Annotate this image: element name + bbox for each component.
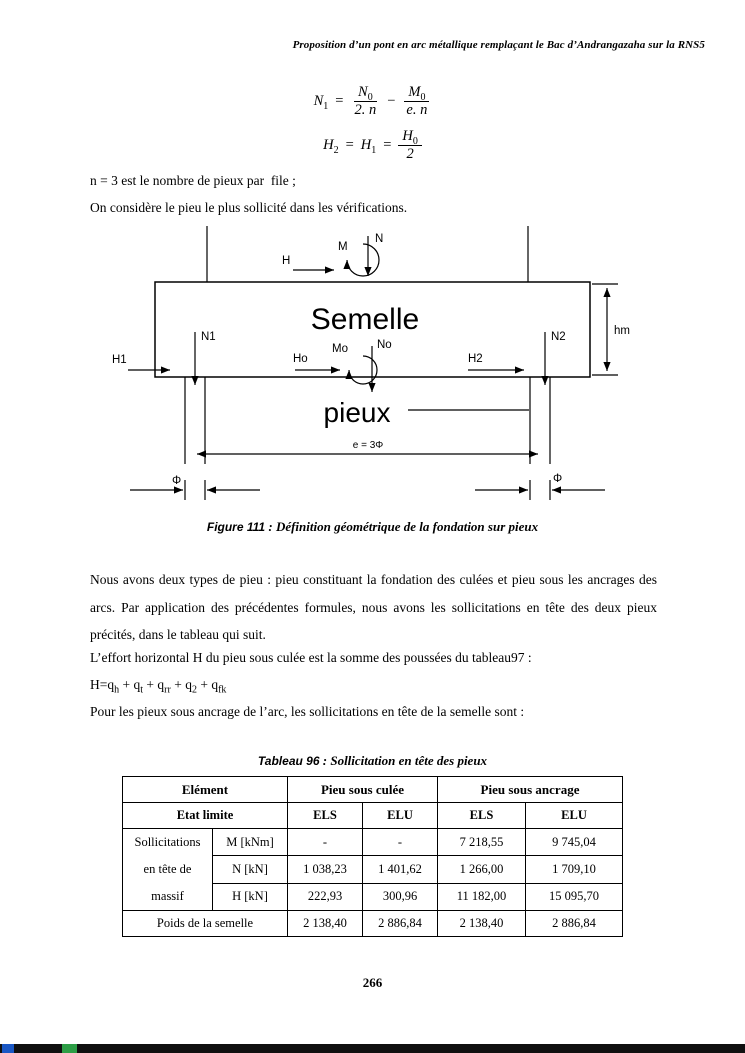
term-sub: h — [114, 684, 120, 696]
group-line: en tête de — [143, 862, 192, 876]
phi-left-label: Φ — [172, 475, 182, 487]
var: N — [358, 84, 368, 100]
var: M — [408, 84, 421, 100]
m-moment-arc — [347, 244, 379, 276]
term: H=q — [90, 677, 115, 692]
header-etat-limite: Etat limite — [123, 803, 288, 829]
n-load-label: N — [375, 233, 384, 245]
text-line-pour: Pour les pieux sous ancrage de l’arc, les sollicitations en tête de la semelle sont : — [90, 704, 525, 719]
var-sub: 0 — [367, 91, 373, 103]
var-sub: 0 — [412, 135, 418, 147]
figure-caption-text: : Définition géométrique de la fondation sur pieux — [265, 519, 539, 534]
var-sub: 1 — [371, 145, 377, 156]
row-label-h: H [kN] — [213, 883, 288, 910]
h0-label: Ho — [293, 353, 308, 365]
table-row-poids — [123, 911, 623, 937]
row-label-poids: Poids de la semelle — [123, 911, 288, 937]
text-line-n3: n = 3 est le nombre de pieux par file ; — [90, 173, 296, 188]
table-cell: 2 886,84 — [526, 911, 623, 937]
hm-label: hm — [614, 325, 630, 337]
term: + q — [143, 677, 165, 692]
figure-caption — [0, 519, 745, 535]
table-cell: 9 745,04 — [526, 829, 623, 856]
table-cell: 7 218,55 — [438, 829, 526, 856]
row-label-n: N [kN] — [213, 856, 288, 883]
table-header-row-2 — [123, 803, 623, 829]
fraction-m0-en — [402, 84, 431, 119]
table-caption-text: : Sollicitation en tête des pieux — [319, 753, 488, 768]
e-dim-label: e = 3Φ — [352, 440, 384, 451]
formula-lhs — [314, 93, 329, 110]
term-sub: t — [140, 684, 144, 696]
header-pieu-culee: Pieu sous culée — [288, 777, 438, 803]
row-label-m: M [kNm] — [213, 829, 288, 856]
table-cell: 2 886,84 — [363, 911, 438, 937]
formula-lhs — [323, 137, 338, 154]
h-load-label: H — [282, 255, 291, 267]
page-number: 266 — [362, 975, 383, 990]
formula-mid — [361, 137, 376, 154]
running-header: Proposition d’un pont en arc métallique remplaçant le Bac d’Andrangazaha sur la RNS5 — [292, 39, 705, 51]
formula-h2 — [0, 128, 745, 163]
sollicitation-table — [122, 776, 623, 937]
table-cell: 1 038,23 — [288, 856, 363, 883]
table-caption-label: Tableau 96 — [257, 754, 320, 768]
var-sub: 0 — [420, 91, 426, 103]
taskbar-icon[interactable] — [62, 1044, 77, 1053]
foundation-diagram — [110, 224, 650, 512]
n1-label: N1 — [201, 331, 216, 343]
table-caption — [0, 753, 745, 769]
group-line: massif — [151, 889, 184, 903]
var-sub: 2 — [333, 145, 339, 156]
header-pieu-ancrage: Pieu sous ancrage — [438, 777, 623, 803]
text-line-consider: On considère le pieu le plus sollicité dans les vérifications. — [90, 200, 408, 215]
header-els-ancrage: ELS — [438, 803, 526, 829]
text-line-effort: L’effort horizontal H du pieu sous culée est la somme des poussées du tableau97 : — [90, 650, 532, 665]
h1-label: H1 — [112, 354, 127, 366]
m0-moment-arc — [349, 356, 377, 384]
group-line: Sollicitations — [134, 835, 201, 849]
equals-sign: = — [383, 137, 392, 154]
n2-label: N2 — [551, 331, 566, 343]
table-cell: 1 401,62 — [363, 856, 438, 883]
table-cell: 1 266,00 — [438, 856, 526, 883]
table-cell: 11 182,00 — [438, 883, 526, 910]
header-elu-culee: ELU — [363, 803, 438, 829]
denominator: 2 — [406, 146, 414, 163]
equals-sign: = — [345, 137, 354, 154]
table-cell: - — [288, 829, 363, 856]
semelle-label: Semelle — [310, 303, 420, 336]
var: H — [402, 128, 413, 144]
table-cell: - — [363, 829, 438, 856]
term: + q — [170, 677, 192, 692]
pieux-label: pieux — [323, 397, 391, 428]
table-cell: 222,93 — [288, 883, 363, 910]
n0-label: No — [377, 339, 392, 351]
h2-label: H2 — [468, 353, 483, 365]
denominator: e. n — [406, 102, 428, 119]
h-sum-formula — [90, 677, 227, 696]
term-sub: fk — [218, 684, 227, 696]
taskbar — [0, 1044, 745, 1053]
term-sub: rr — [164, 684, 171, 696]
header-elu-ancrage: ELU — [526, 803, 623, 829]
table-cell: 2 138,40 — [438, 911, 526, 937]
phi-right-dimension — [475, 480, 605, 500]
fraction-h0-2 — [398, 128, 421, 163]
term: + q — [196, 677, 219, 692]
body-paragraph: Nous avons deux types de pieu : pieu constituant la fondation des culées et pieu sous les ancrages des arcs. Par application des précédentes formules, nous avons les sollicitations en tête des deux pieux précités, dans le tableau qui suit. — [90, 572, 657, 642]
taskbar-icon[interactable] — [2, 1044, 14, 1053]
phi-right-label: Φ — [553, 473, 563, 485]
table-cell: 300,96 — [363, 883, 438, 910]
figure-caption-label: Figure 111 — [206, 520, 266, 534]
denominator: 2. n — [354, 102, 377, 119]
m-load-label: M — [338, 241, 348, 253]
table-header-row-1 — [123, 777, 623, 803]
table-cell: 15 095,70 — [526, 883, 623, 910]
var-sub: 1 — [323, 101, 329, 112]
phi-left-dimension — [130, 480, 260, 500]
header-els-culee: ELS — [288, 803, 363, 829]
header-element: Elément — [123, 777, 288, 803]
var: N — [313, 93, 324, 110]
fraction-n0-2n — [350, 84, 380, 119]
term-sub: 2 — [191, 684, 197, 696]
minus-sign: − — [387, 93, 396, 110]
table-cell: 1 709,10 — [526, 856, 623, 883]
table-row-m — [123, 829, 623, 856]
equals-sign: = — [335, 93, 344, 110]
m0-label: Mo — [332, 343, 348, 355]
var: H — [360, 137, 372, 154]
table-cell: 2 138,40 — [288, 911, 363, 937]
var: H — [323, 137, 334, 154]
group-label-cell — [123, 829, 213, 911]
term: + q — [119, 677, 141, 692]
formula-n1 — [0, 84, 745, 119]
